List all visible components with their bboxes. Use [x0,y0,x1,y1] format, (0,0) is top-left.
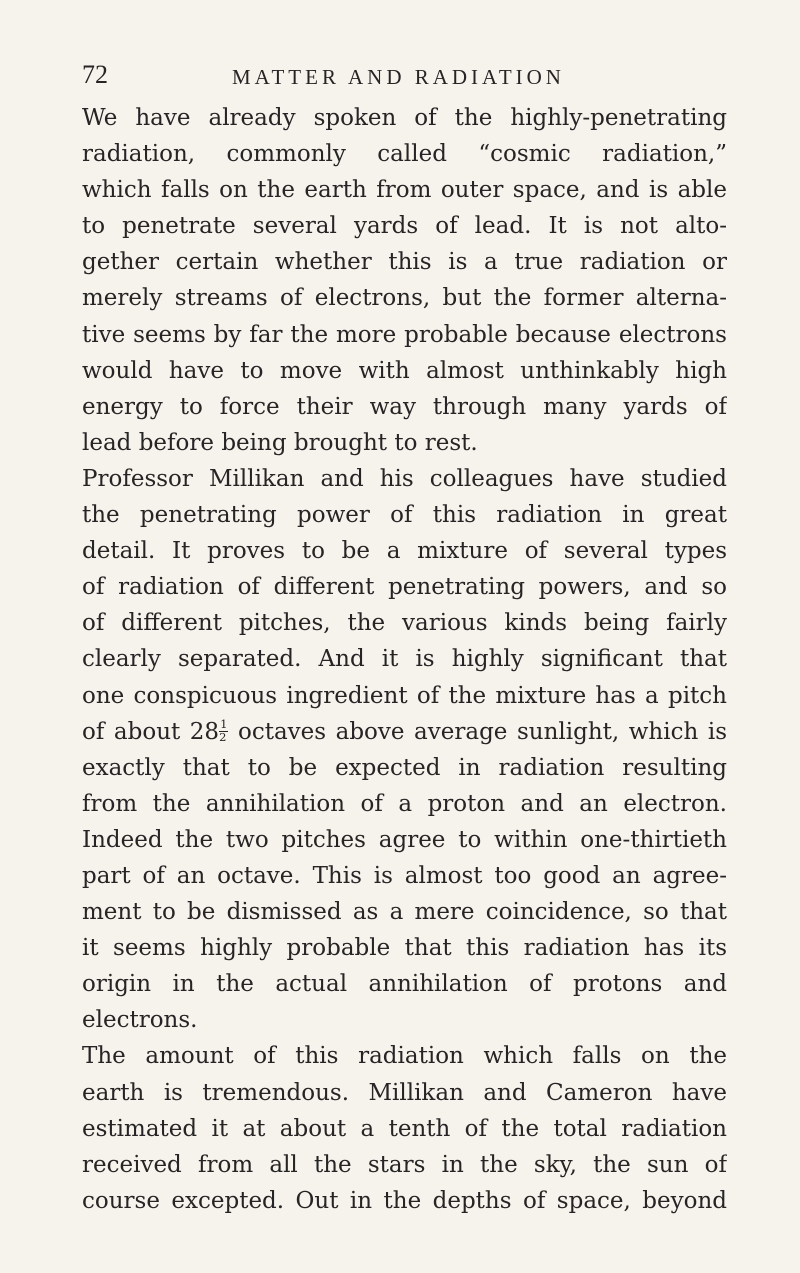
text-line: energy to force their way through many yards of [82,393,727,420]
text-line: of radiation of different penetrating powers, and so [82,574,727,601]
body-text [82,100,727,1219]
text-line: tive seems by far the more probable because electrons [82,321,727,348]
text-line: exactly that to be expected in radiation resulting [82,754,727,781]
text-line: part of an octave. This is almost too good an agree- [82,862,727,889]
text-line: from the annihilation of a proton and an electron. [82,790,727,817]
text-line: radiation, commonly called “cosmic radiation,” [82,141,727,168]
running-head [82,58,727,96]
text-line: Indeed the two pitches agree to within one-thirtieth [82,826,727,853]
text-line: Professor Millikan and his colleagues have studied [82,465,727,492]
text-line: of different pitches, the various kinds being fairly [82,610,727,637]
text-line: We have already spoken of the highly-penetrating [82,105,727,131]
fraction-text-line [82,714,727,750]
text-line: earth is tremendous. Millikan and Cameron have [82,1079,727,1106]
text-line: which falls on the earth from outer space, and is able [82,177,727,204]
text-line: it seems highly probable that this radiation has its [82,935,727,962]
text-line: would have to move with almost unthinkably high [82,357,727,384]
text-line: the penetrating power of this radiation in great [82,502,727,529]
text-line: clearly separated. And it is highly significant that [82,646,727,673]
text-line: to penetrate several yards of lead. It is not alto- [82,213,727,240]
text-line: received from all the stars in the sky, the sun of [82,1151,727,1178]
text-line: estimated it at about a tenth of the total radiation [82,1115,727,1142]
text-line: gether certain whether this is a true radiation or [82,249,727,276]
text-line: electrons. [82,1007,198,1034]
running-title: MATTER AND RADIATION [232,65,565,89]
fraction-line-rest: octaves above average sunlight, which is [237,718,727,745]
text-line: origin in the actual annihilation of protons and [82,971,727,998]
text-line: ment to be dismissed as a mere coincidence, so that [82,899,727,926]
fraction-denominator: 2 [219,729,227,744]
page-number: 72 [82,60,108,89]
book-page [82,58,727,1219]
text-line: lead before being brought to rest. [82,429,478,456]
fraction-line-prefix: of about 28 [82,718,220,745]
one-half-fraction [219,719,228,743]
text-line: one conspicuous ingredient of the mixture has a pitch [82,682,727,709]
fraction-numerator: 1 [220,717,228,732]
text-line: The amount of this radiation which falls on the [82,1043,727,1070]
text-line: course excepted. Out in the depths of space, beyond [82,1187,727,1214]
text-line: detail. It proves to be a mixture of several types [82,538,727,565]
text-line: merely streams of electrons, but the former alterna- [82,285,727,312]
